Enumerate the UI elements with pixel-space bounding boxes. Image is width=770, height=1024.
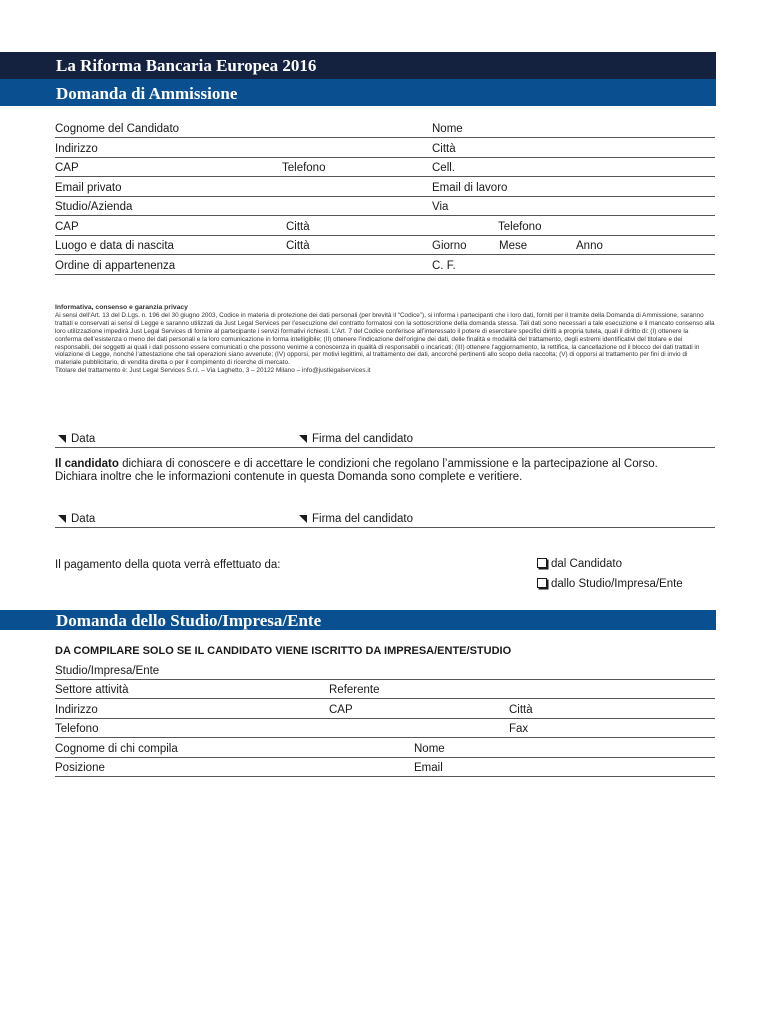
field-row-cap-telefono[interactable]	[55, 157, 715, 177]
company-label-indirizzo: Indirizzo	[55, 704, 98, 716]
declaration	[55, 458, 725, 484]
field-label-luogo-nascita: Luogo e data di nascita	[55, 240, 174, 252]
company-label-email: Email	[414, 762, 443, 774]
company-instruction: DA COMPILARE SOLO SE IL CANDIDATO VIENE ISCRITTO DA IMPRESA/ENTE/STUDIO	[55, 645, 512, 657]
declaration-text-1: dichiara di conoscere e di accettare le condizioni che regolano l’ammissione e la partecipazione al Corso.	[118, 458, 658, 470]
triangle-marker-icon	[299, 515, 307, 523]
declaration-bold: Il candidato	[55, 458, 119, 470]
signature-row-2[interactable]	[55, 509, 715, 528]
date-label: Data	[71, 513, 96, 525]
field-label-email-lavoro: Email di lavoro	[432, 182, 508, 194]
company-label-citta: Città	[509, 704, 533, 716]
field-row-studio-cap[interactable]	[55, 216, 715, 236]
payment-option-studio[interactable]	[537, 578, 683, 590]
company-label-posizione: Posizione	[55, 762, 105, 774]
company-row-telefono[interactable]	[55, 718, 715, 738]
field-label-nome: Nome	[432, 123, 463, 135]
date-label: Data	[71, 433, 96, 445]
field-label-via: Via	[432, 201, 449, 213]
company-row-posizione[interactable]	[55, 757, 715, 777]
field-label-giorno: Giorno	[432, 240, 467, 252]
payment-option-label: dal Candidato	[551, 558, 622, 570]
company-row-settore[interactable]	[55, 679, 715, 699]
field-label-cell: Cell.	[432, 162, 456, 174]
field-label-indirizzo: Indirizzo	[55, 143, 98, 155]
form-title: La Riforma Bancaria Europea 2016	[56, 56, 317, 75]
form-subtitle-band	[0, 79, 716, 106]
company-section-title: Domanda dello Studio/Impresa/Ente	[56, 611, 322, 630]
company-section-band	[0, 610, 716, 630]
triangle-marker-icon	[58, 435, 66, 443]
company-label-cognome: Cognome di chi compila	[55, 743, 178, 755]
field-row-cognome-nome[interactable]	[55, 118, 715, 138]
payment-option-candidato[interactable]	[537, 558, 622, 570]
company-row-compilatore[interactable]	[55, 738, 715, 758]
field-row-nascita[interactable]	[55, 235, 715, 255]
company-label-nome: Nome	[414, 743, 445, 755]
company-label-telefono: Telefono	[55, 723, 99, 735]
field-row-email[interactable]	[55, 177, 715, 197]
checkbox-icon[interactable]	[537, 578, 547, 588]
payment-option-label: dallo Studio/Impresa/Ente	[551, 578, 683, 590]
signature-field-2[interactable]	[299, 513, 413, 525]
privacy-notice	[55, 304, 715, 375]
field-label-cf: C. F.	[432, 260, 456, 272]
signature-field-1[interactable]	[299, 433, 413, 445]
field-label-studio-telefono: Telefono	[498, 221, 542, 233]
field-row-ordine-cf[interactable]	[55, 255, 715, 275]
date-field-2[interactable]	[58, 513, 95, 525]
field-label-studio-citta: Città	[286, 221, 310, 233]
declaration-line-1	[55, 458, 725, 471]
company-row-studio[interactable]	[55, 660, 715, 680]
signature-label: Firma del candidato	[312, 513, 413, 525]
field-label-ordine: Ordine di appartenenza	[55, 260, 176, 272]
field-label-citta: Città	[432, 143, 456, 155]
signature-label: Firma del candidato	[312, 433, 413, 445]
company-row-indirizzo[interactable]	[55, 699, 715, 719]
company-label-cap: CAP	[329, 704, 353, 716]
form-title-band	[0, 52, 716, 79]
company-label-settore: Settore attività	[55, 684, 129, 696]
checkbox-icon[interactable]	[537, 558, 547, 568]
date-field-1[interactable]	[58, 433, 95, 445]
field-row-indirizzo-citta[interactable]	[55, 138, 715, 158]
triangle-marker-icon	[299, 435, 307, 443]
field-label-telefono: Telefono	[282, 162, 326, 174]
declaration-line-2: Dichiara inoltre che le informazioni contenute in questa Domanda sono complete e veritiere.	[55, 471, 523, 483]
field-label-cognome: Cognome del Candidato	[55, 123, 180, 135]
field-label-email-privato: Email privato	[55, 182, 122, 194]
company-label-studio: Studio/Impresa/Ente	[55, 665, 160, 677]
field-row-studio-via[interactable]	[55, 196, 715, 216]
field-label-studio-cap: CAP	[55, 221, 79, 233]
field-label-anno: Anno	[576, 240, 603, 252]
privacy-text: Ai sensi dell’Art. 13 del D.Lgs. n. 196 del 30 giugno 2003, Codice in materia di protezione dei dati personali (per brevità il “Codice”), si informa i partecipanti che i loro dati, forniti per il tramite della Domanda di Ammissione, saranno trattati e conservati ai sensi di Legge e saranno utilizzati da Just Legal Services per l’esecuzione del contratto formatosi con la sottoscrizione della domanda stessa. Tali dati sono necessari a tale esecuzione e il mancato consenso alla loro utilizzazione impedirà Just Legal Services di fornire al partecipante i servizi formativi richiesti. L’Art. 7 del Codice conferisce all’interessato il potere di esercitare specifici diritti a propria tutela, quali il diritto di: (I) ottenere la conferma dell’esistenza o meno dei dati personali e la loro comunicazione in forma intelligibile; (II) ottenere l’indicazione dell’origine dei dati, delle finalità e modalità del trattamento, degli estremi identificativi del titolare e dei responsabili, dei soggetti ai quali i dati possono essere comunicati o che possono venirne a conoscenza in qualità di responsabili o incaricati; (III) ottenere l’aggiornamento, la rettifica, la cancellazione od il blocco dei dati trattati in violazione di Legge, nonché l’attestazione che tali operazioni siano avvenute; (IV) opporsi, per motivi legittimi, al trattamento dei dati, ancorché pertinenti allo scopo della raccolta; (V) di opporsi al trattamento per fini di invio di materiale pubblicitario, di vendita diretta o per il compimento di ricerche di mercato.	[55, 311, 715, 367]
company-label-fax: Fax	[509, 723, 529, 735]
company-label-referente: Referente	[329, 684, 380, 696]
privacy-title: Informativa, consenso e garanzia privacy	[55, 304, 188, 311]
triangle-marker-icon	[58, 515, 66, 523]
privacy-owner: Titolare del trattamento è: Just Legal Services S.r.l. – Via Laghetto, 3 – 20122 Milano – info@justlegalservices.it	[55, 367, 371, 375]
signature-row-1[interactable]	[55, 429, 715, 448]
field-label-studio: Studio/Azienda	[55, 201, 133, 213]
field-label-nascita-citta: Città	[286, 240, 310, 252]
field-label-mese: Mese	[499, 240, 528, 252]
payment-label: Il pagamento della quota verrà effettuato da:	[55, 559, 281, 571]
form-subtitle: Domanda di Ammissione	[56, 84, 238, 103]
field-label-cap: CAP	[55, 162, 79, 174]
